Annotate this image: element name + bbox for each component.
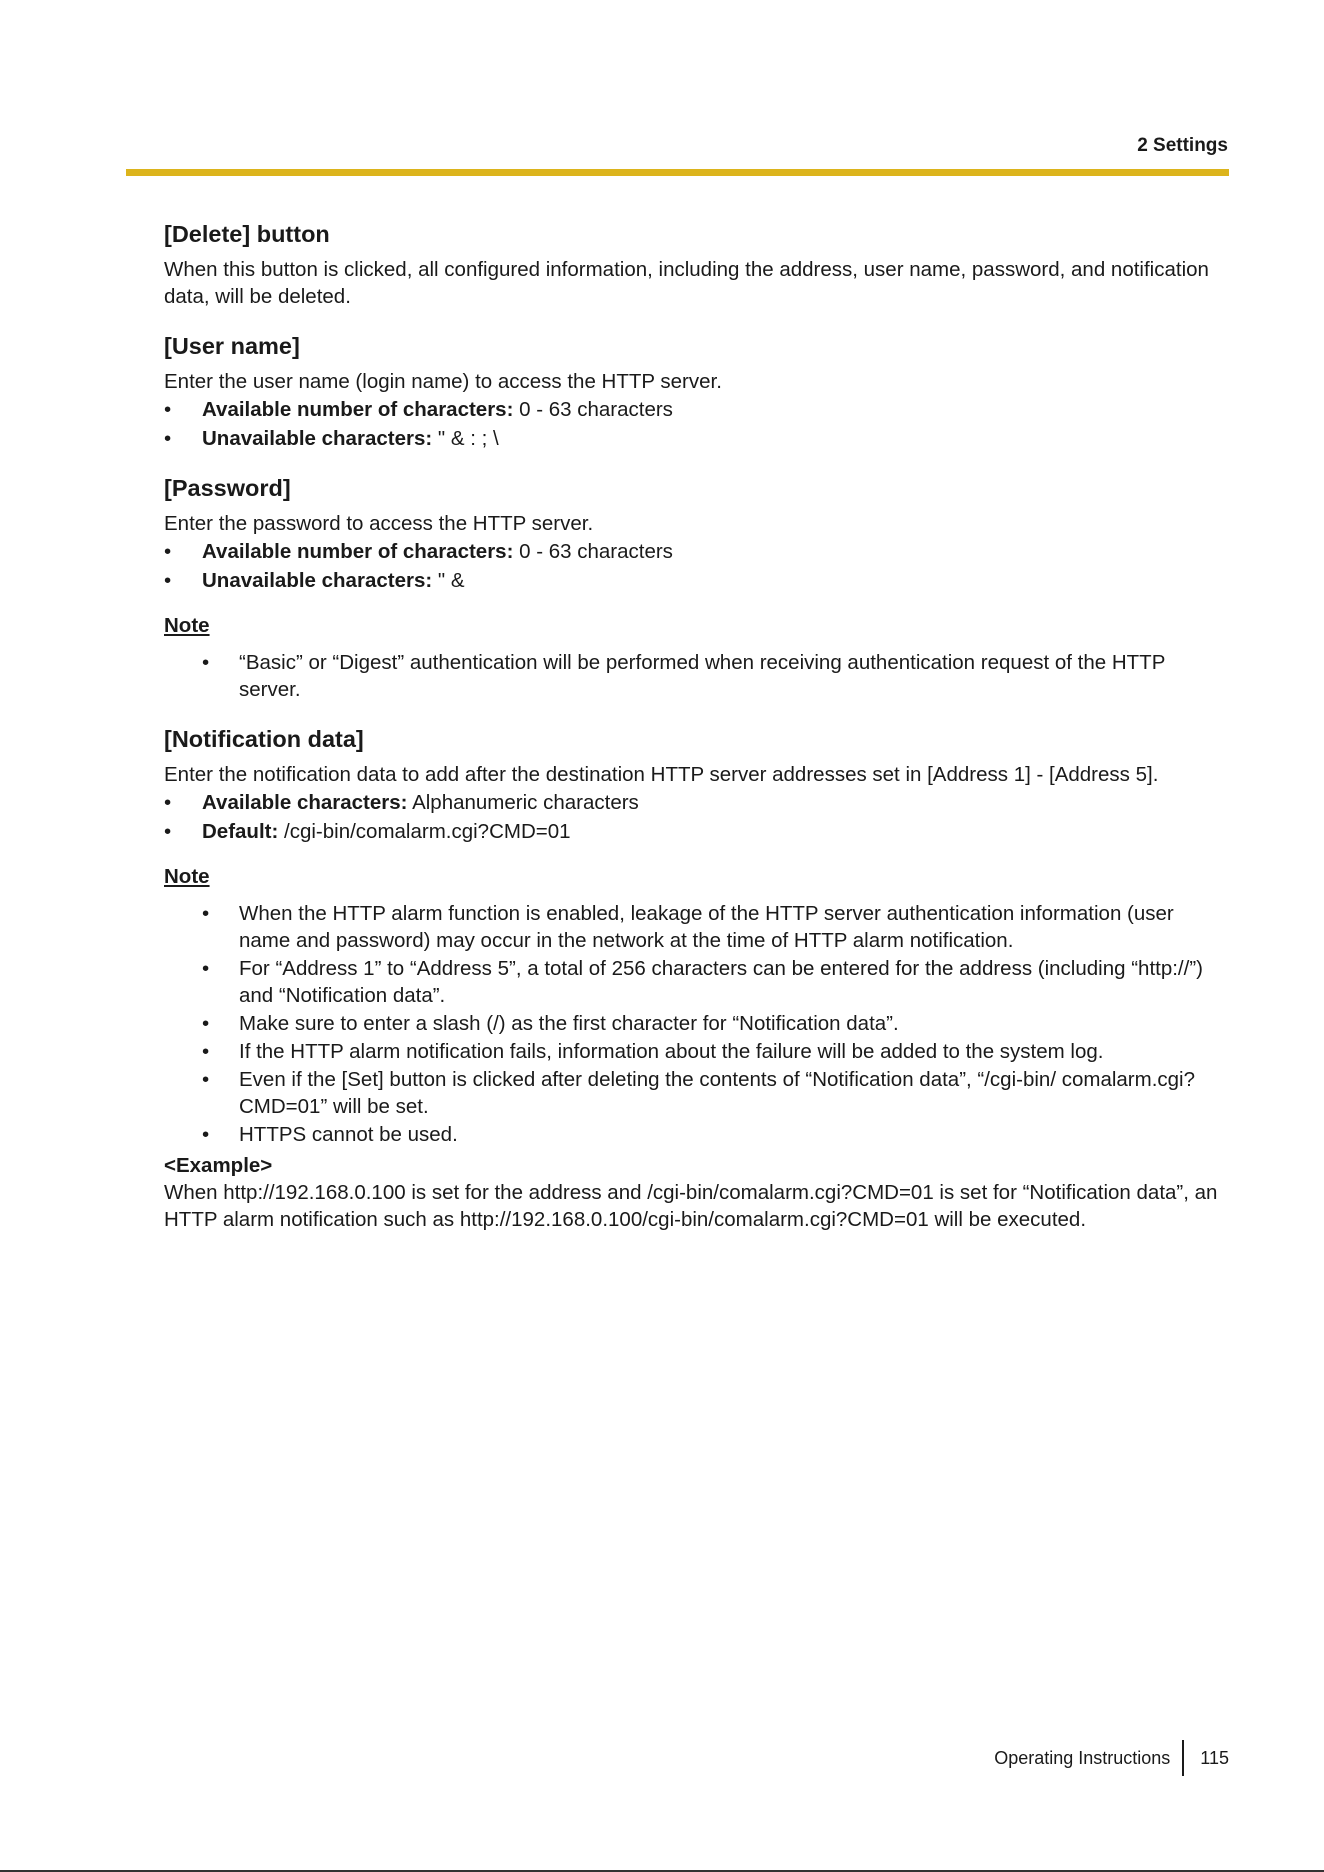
note-list [164,649,1230,703]
footer-divider [1182,1740,1184,1776]
note-item [164,1066,1230,1120]
list-item [164,567,1230,594]
page-content [164,218,1230,1253]
note-text: “Basic” or “Digest” authentication will be performed when receiving authentication request of the HTTP server. [239,651,1165,701]
spec-value: /cgi-bin/comalarm.cgi?CMD=01 [278,820,571,843]
list-item [164,789,1230,816]
spec-value: 0 - 63 characters [513,540,673,563]
user-name-section [164,330,1230,452]
list-item [164,396,1230,423]
note-text: HTTPS cannot be used. [239,1123,458,1146]
bullet-icon: • [202,902,210,925]
section-description: When this button is clicked, all configured information, including the address, user name, password, and notification data, will be deleted. [164,258,1209,308]
spec-label: Available number of characters: [202,540,514,563]
section-title: [Notification data] [164,726,364,752]
example-heading: <Example> [164,1154,273,1177]
bullet-icon: • [164,820,172,843]
bullet-icon: • [164,398,172,421]
spec-label: Unavailable characters: [202,427,433,450]
section-title: [Password] [164,475,291,501]
spec-list [164,789,1230,845]
note-list [164,900,1230,1148]
document-name: Operating Instructions [994,1747,1171,1768]
bullet-icon: • [202,957,210,980]
spec-label: Default: [202,820,279,843]
section-description: Enter the password to access the HTTP server. [164,512,594,535]
bullet-icon: • [202,1012,210,1035]
note-text: Even if the [Set] button is clicked after deleting the contents of “Notification data”, “/cgi-bin/ comalarm.cgi?CMD=01” will be set. [239,1068,1196,1118]
bullet-icon: • [164,427,172,450]
note-heading: Note [164,614,210,637]
section-title: [User name] [164,333,300,359]
bullet-icon: • [164,569,172,592]
bullet-icon: • [164,791,172,814]
delete-button-section [164,218,1230,310]
section-description: Enter the notification data to add after the destination HTTP server addresses set in [Address 1] - [Address 5]. [164,763,1159,786]
note-item [164,900,1230,954]
list-item [164,818,1230,845]
bullet-icon: • [202,651,210,674]
spec-value: " & [432,569,465,592]
bullet-icon: • [164,540,172,563]
bullet-icon: • [202,1123,210,1146]
note-text: If the HTTP alarm notification fails, information about the failure will be added to the system log. [239,1040,1104,1063]
bullet-icon: • [202,1040,210,1063]
note-text: For “Address 1” to “Address 5”, a total of 256 characters can be entered for the address (including “http://”) and “Notification data”. [239,957,1203,1007]
spec-list [164,538,1230,594]
page-number: 115 [1200,1747,1229,1768]
section-title: [Delete] button [164,221,330,247]
note-item [164,649,1230,703]
example-text: When http://192.168.0.100 is set for the address and /cgi-bin/comalarm.cgi?CMD=01 is set for “Notification data”, an HTTP alarm notification such as http://192.168.0.100/cgi-bin/comalarm.cgi?CMD=01 will be executed. [164,1181,1218,1231]
list-item [164,538,1230,565]
spec-label: Available number of characters: [202,398,514,421]
header-divider [126,169,1229,176]
note-heading: Note [164,865,210,888]
spec-label: Unavailable characters: [202,569,433,592]
page-footer [994,1740,1229,1776]
spec-list [164,396,1230,452]
note-item [164,1121,1230,1148]
note-item [164,955,1230,1009]
bullet-icon: • [202,1068,210,1091]
page-section-header: 2 Settings [1137,135,1228,156]
spec-value: Alphanumeric characters [407,791,639,814]
section-description: Enter the user name (login name) to access the HTTP server. [164,370,722,393]
spec-value: 0 - 63 characters [513,398,673,421]
note-text: When the HTTP alarm function is enabled, leakage of the HTTP server authentication information (user name and password) may occur in the network at the time of HTTP alarm notification. [239,902,1174,952]
spec-label: Available characters: [202,791,408,814]
note-item [164,1010,1230,1037]
note-item [164,1038,1230,1065]
note-text: Make sure to enter a slash (/) as the first character for “Notification data”. [239,1012,899,1035]
spec-value: " & : ; \ [432,427,499,450]
list-item [164,425,1230,452]
password-section [164,472,1230,703]
notification-data-section [164,723,1230,1233]
